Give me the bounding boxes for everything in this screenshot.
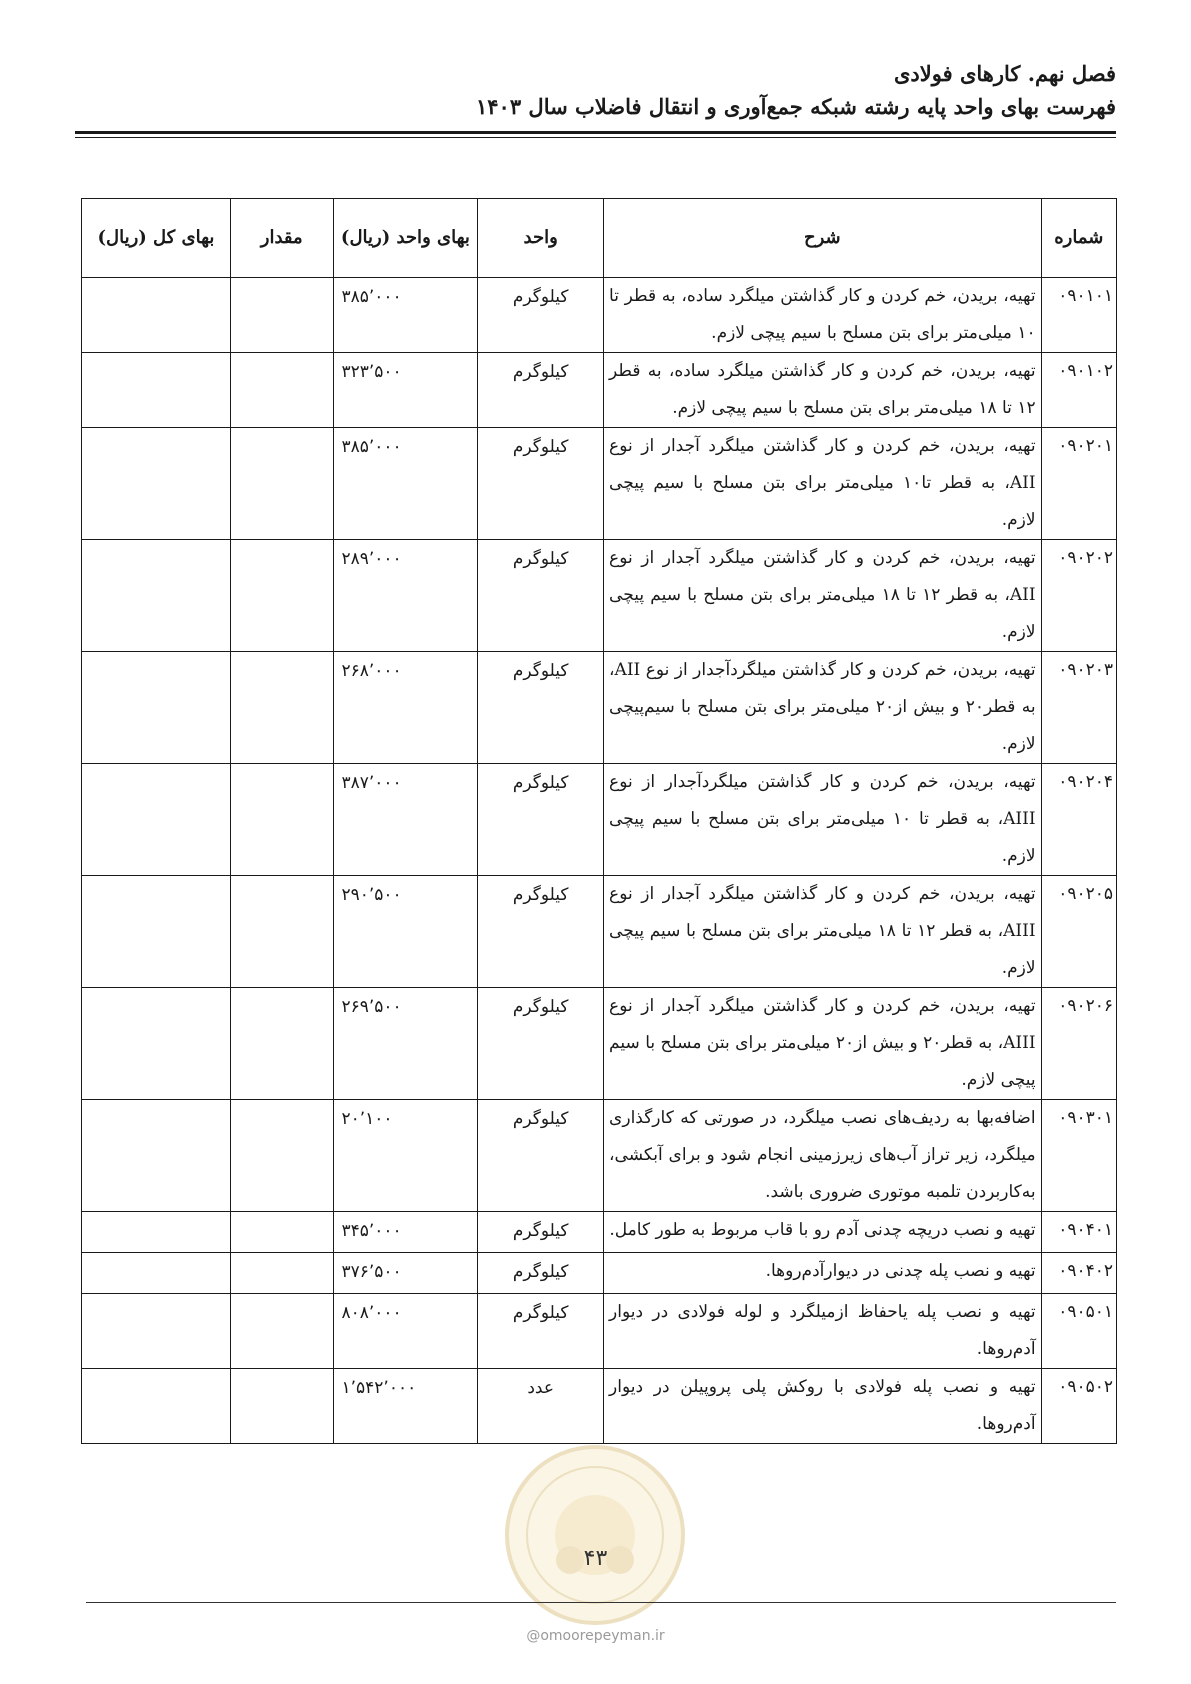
row-code: ۰۹۰۲۰۱ (1041, 428, 1116, 540)
row-code: ۰۹۰۵۰۱ (1041, 1294, 1116, 1369)
row-description: تهیه و نصب دریچه چدنی آدم رو با قاب مربوط به طور کامل. (604, 1212, 1042, 1253)
row-quantity (230, 353, 333, 428)
row-unit: کیلوگرم (478, 540, 604, 652)
page-header (75, 58, 1116, 124)
row-unit: کیلوگرم (478, 988, 604, 1100)
row-total-price (82, 652, 231, 764)
row-total-price (82, 988, 231, 1100)
row-description: تهیه، بریدن، خم کردن و کار گذاشتن میلگرد آجدار از نوع AII، به قطر ۱۲ تا ۱۸ میلی‌متر برای بتن مسلح با سیم پیچی لازم. (604, 540, 1042, 652)
row-total-price (82, 1212, 231, 1253)
table-header-row (82, 199, 1117, 278)
row-unit-price: ۳۴۵٬۰۰۰ (333, 1212, 478, 1253)
row-description: تهیه، بریدن، خم کردن و کار گذاشتن میلگردآجدار از نوع AII، به قطر۲۰ و بیش از۲۰ میلی‌متر برای بتن مسلح با سیم‌پیچی لازم. (604, 652, 1042, 764)
row-code: ۰۹۰۲۰۳ (1041, 652, 1116, 764)
row-unit-price: ۲۶۹٬۵۰۰ (333, 988, 478, 1100)
table-row (82, 353, 1117, 428)
row-unit: عدد (478, 1369, 604, 1444)
row-code: ۰۹۰۲۰۲ (1041, 540, 1116, 652)
row-unit: کیلوگرم (478, 1100, 604, 1212)
row-quantity (230, 540, 333, 652)
row-description: تهیه، بریدن، خم کردن و کار گذاشتن میلگرد آجدار از نوع AIII، به قطر۲۰ و بیش از۲۰ میلی‌متر برای بتن مسلح با سیم پیچی لازم. (604, 988, 1042, 1100)
row-unit: کیلوگرم (478, 652, 604, 764)
footer-rule (86, 1602, 1116, 1603)
row-description: تهیه و نصب پله چدنی در دیوارآدم‌روها. (604, 1253, 1042, 1294)
table-row (82, 764, 1117, 876)
row-description: تهیه، بریدن، خم کردن و کار گذاشتن میلگرد آجدار از نوع AIII، به قطر ۱۲ تا ۱۸ میلی‌متر برای بتن مسلح با سیم پیچی لازم. (604, 876, 1042, 988)
row-quantity (230, 1369, 333, 1444)
table-row (82, 652, 1117, 764)
row-total-price (82, 353, 231, 428)
row-unit-price: ۲۶۸٬۰۰۰ (333, 652, 478, 764)
website-watermark: @omoorepeyman.ir (526, 1628, 665, 1644)
row-unit: کیلوگرم (478, 428, 604, 540)
table-row (82, 988, 1117, 1100)
row-code: ۰۹۰۲۰۵ (1041, 876, 1116, 988)
table-row (82, 428, 1117, 540)
row-total-price (82, 1253, 231, 1294)
row-unit-price: ۳۲۳٬۵۰۰ (333, 353, 478, 428)
row-code: ۰۹۰۲۰۶ (1041, 988, 1116, 1100)
document-subtitle: فهرست بهای واحد پایه رشته شبکه جمع‌آوری و انتقال فاضلاب سال ۱۴۰۳ (476, 94, 1116, 119)
table-row (82, 1253, 1117, 1294)
page-number: ۴۳ (583, 1546, 608, 1571)
row-unit: کیلوگرم (478, 876, 604, 988)
row-unit: کیلوگرم (478, 353, 604, 428)
row-unit: کیلوگرم (478, 764, 604, 876)
row-code: ۰۹۰۱۰۱ (1041, 278, 1116, 353)
row-quantity (230, 428, 333, 540)
row-description: تهیه، بریدن، خم کردن و کار گذاشتن میلگرد ساده، به قطر تا ۱۰ میلی‌متر برای بتن مسلح با سیم پیچی لازم. (604, 278, 1042, 353)
row-unit-price: ۳۸۷٬۰۰۰ (333, 764, 478, 876)
row-code: ۰۹۰۳۰۱ (1041, 1100, 1116, 1212)
header-quantity: مقدار (230, 199, 333, 278)
row-unit-price: ۸۰۸٬۰۰۰ (333, 1294, 478, 1369)
row-description: تهیه، بریدن، خم کردن و کار گذاشتن میلگردآجدار از نوع AIII، به قطر تا ۱۰ میلی‌متر برای بتن مسلح با سیم پیچی لازم. (604, 764, 1042, 876)
chapter-title: فصل نهم. کارهای فولادی (894, 61, 1116, 86)
header-rule-thick (75, 131, 1116, 134)
row-total-price (82, 764, 231, 876)
row-total-price (82, 278, 231, 353)
row-quantity (230, 1100, 333, 1212)
header-unit-price: بهای واحد (ریال) (333, 199, 478, 278)
header-code: شماره (1041, 199, 1116, 278)
row-description: تهیه، بریدن، خم کردن و کار گذاشتن میلگرد آجدار از نوع AII، به قطر تا۱۰ میلی‌متر برای بتن مسلح با سیم پیچی لازم. (604, 428, 1042, 540)
row-code: ۰۹۰۴۰۲ (1041, 1253, 1116, 1294)
row-total-price (82, 428, 231, 540)
row-quantity (230, 652, 333, 764)
header-description: شرح (604, 199, 1042, 278)
row-unit: کیلوگرم (478, 1294, 604, 1369)
row-total-price (82, 1100, 231, 1212)
table-row (82, 1294, 1117, 1369)
table-row (82, 876, 1117, 988)
row-unit-price: ۳۸۵٬۰۰۰ (333, 278, 478, 353)
row-description: تهیه، بریدن، خم کردن و کار گذاشتن میلگرد ساده، به قطر ۱۲ تا ۱۸ میلی‌متر برای بتن مسلح با سیم پیچی لازم. (604, 353, 1042, 428)
row-quantity (230, 278, 333, 353)
header-rule-thin (75, 137, 1116, 138)
header-total-price: بهای کل (ریال) (82, 199, 231, 278)
row-unit: کیلوگرم (478, 1253, 604, 1294)
row-unit: کیلوگرم (478, 1212, 604, 1253)
table-row (82, 1100, 1117, 1212)
row-code: ۰۹۰۲۰۴ (1041, 764, 1116, 876)
row-total-price (82, 1369, 231, 1444)
row-description: تهیه و نصب پله یاحفاظ ازمیلگرد و لوله فولادی در دیوار آدم‌روها. (604, 1294, 1042, 1369)
row-quantity (230, 764, 333, 876)
row-quantity (230, 876, 333, 988)
row-unit-price: ۲۸۹٬۰۰۰ (333, 540, 478, 652)
table-row (82, 540, 1117, 652)
row-total-price (82, 540, 231, 652)
row-unit-price: ۳۸۵٬۰۰۰ (333, 428, 478, 540)
header-unit: واحد (478, 199, 604, 278)
row-quantity (230, 1212, 333, 1253)
row-quantity (230, 1253, 333, 1294)
row-code: ۰۹۰۵۰۲ (1041, 1369, 1116, 1444)
table-body (82, 278, 1117, 1444)
price-list-table (81, 198, 1117, 1444)
row-unit-price: ۲۰٬۱۰۰ (333, 1100, 478, 1212)
row-code: ۰۹۰۱۰۲ (1041, 353, 1116, 428)
row-unit: کیلوگرم (478, 278, 604, 353)
row-total-price (82, 1294, 231, 1369)
table-row (82, 1369, 1117, 1444)
row-quantity (230, 1294, 333, 1369)
row-unit-price: ۱٬۵۴۲٬۰۰۰ (333, 1369, 478, 1444)
row-description: تهیه و نصب پله فولادی با روکش پلی پروپیلن در دیوار آدم‌روها. (604, 1369, 1042, 1444)
row-description: اضافه‌بها به ردیف‌های نصب میلگرد، در صورتی که کارگذاری میلگرد، زیر تراز آب‌های زیرزمینی انجام شود و برای آبکشی، به‌کاربردن تلمبه موتوری ضروری باشد. (604, 1100, 1042, 1212)
table-row (82, 278, 1117, 353)
row-quantity (230, 988, 333, 1100)
row-code: ۰۹۰۴۰۱ (1041, 1212, 1116, 1253)
row-total-price (82, 876, 231, 988)
row-unit-price: ۲۹۰٬۵۰۰ (333, 876, 478, 988)
row-unit-price: ۳۷۶٬۵۰۰ (333, 1253, 478, 1294)
table-row (82, 1212, 1117, 1253)
